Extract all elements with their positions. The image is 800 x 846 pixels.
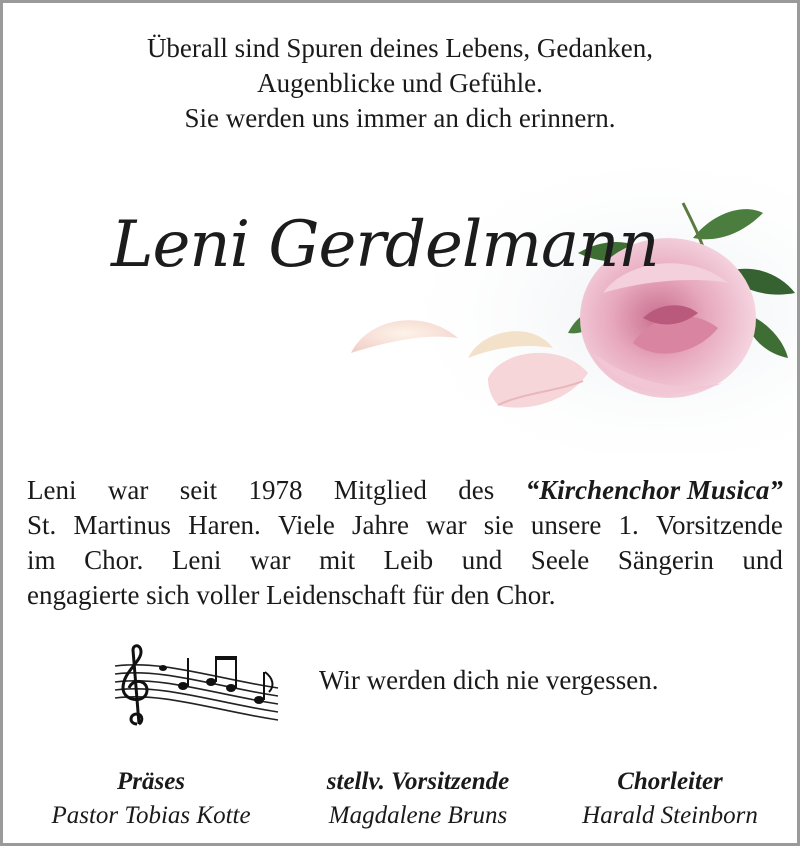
farewell-text: Wir werden dich nie vergessen.	[319, 665, 659, 695]
word: Leni	[27, 475, 77, 505]
signatory-praeses	[21, 765, 281, 833]
choir-name: “Kirchenchor Musica”	[525, 475, 783, 505]
deceased-name: Leni Gerdelmann	[111, 208, 659, 282]
tribute-line-2	[27, 508, 783, 543]
word: war	[426, 510, 467, 540]
word: 1978	[248, 475, 303, 505]
tribute-text	[27, 473, 783, 613]
word: Leni	[171, 545, 222, 575]
poem-line-3: Sie werden uns immer an dich erinnern.	[184, 103, 616, 133]
signatory-vice-chair	[293, 765, 543, 833]
word: Chor.	[84, 545, 144, 575]
signatory-role: stellv. Vorsitzende	[326, 768, 510, 795]
word: Leib	[383, 545, 434, 575]
signatory-choir-director	[555, 765, 785, 833]
signatory-role: Präses	[116, 768, 186, 795]
signatory-role: Chorleiter	[617, 768, 723, 795]
poem	[3, 31, 797, 136]
word: Seele	[530, 545, 590, 575]
rose-image	[3, 143, 797, 453]
word: des	[458, 475, 495, 505]
music-notes-icon	[103, 638, 301, 733]
poem-line-1: Überall sind Spuren deines Lebens, Gedanken,	[146, 33, 654, 63]
signatory-name: Harald Steinborn	[582, 802, 758, 829]
word: war	[107, 475, 149, 505]
word: Viele	[277, 510, 335, 540]
word: und	[742, 545, 783, 575]
word: Martinus	[73, 510, 171, 540]
word: Jahre	[351, 510, 409, 540]
word: im	[27, 545, 56, 575]
tribute-line-1	[27, 473, 783, 508]
poem-line-2: Augenblicke und Gefühle.	[257, 68, 543, 98]
word: Sängerin	[617, 545, 714, 575]
word: Vorsitzende	[655, 510, 783, 540]
word: war	[250, 545, 291, 575]
word: und	[461, 545, 503, 575]
word: mit	[319, 545, 356, 575]
word: Mitglied	[333, 475, 427, 505]
word: sie	[483, 510, 514, 540]
tribute-line-3	[27, 543, 783, 578]
word: St.	[27, 510, 57, 540]
word: Haren.	[188, 510, 261, 540]
word: unsere	[530, 510, 602, 540]
word: 1.	[618, 510, 639, 540]
word: seit	[179, 475, 218, 505]
signatory-name: Magdalene Bruns	[328, 802, 508, 829]
tribute-line-4: engagierte sich voller Leidenschaft für den Chor.	[27, 580, 556, 610]
signatory-name: Pastor Tobias Kotte	[51, 802, 251, 829]
